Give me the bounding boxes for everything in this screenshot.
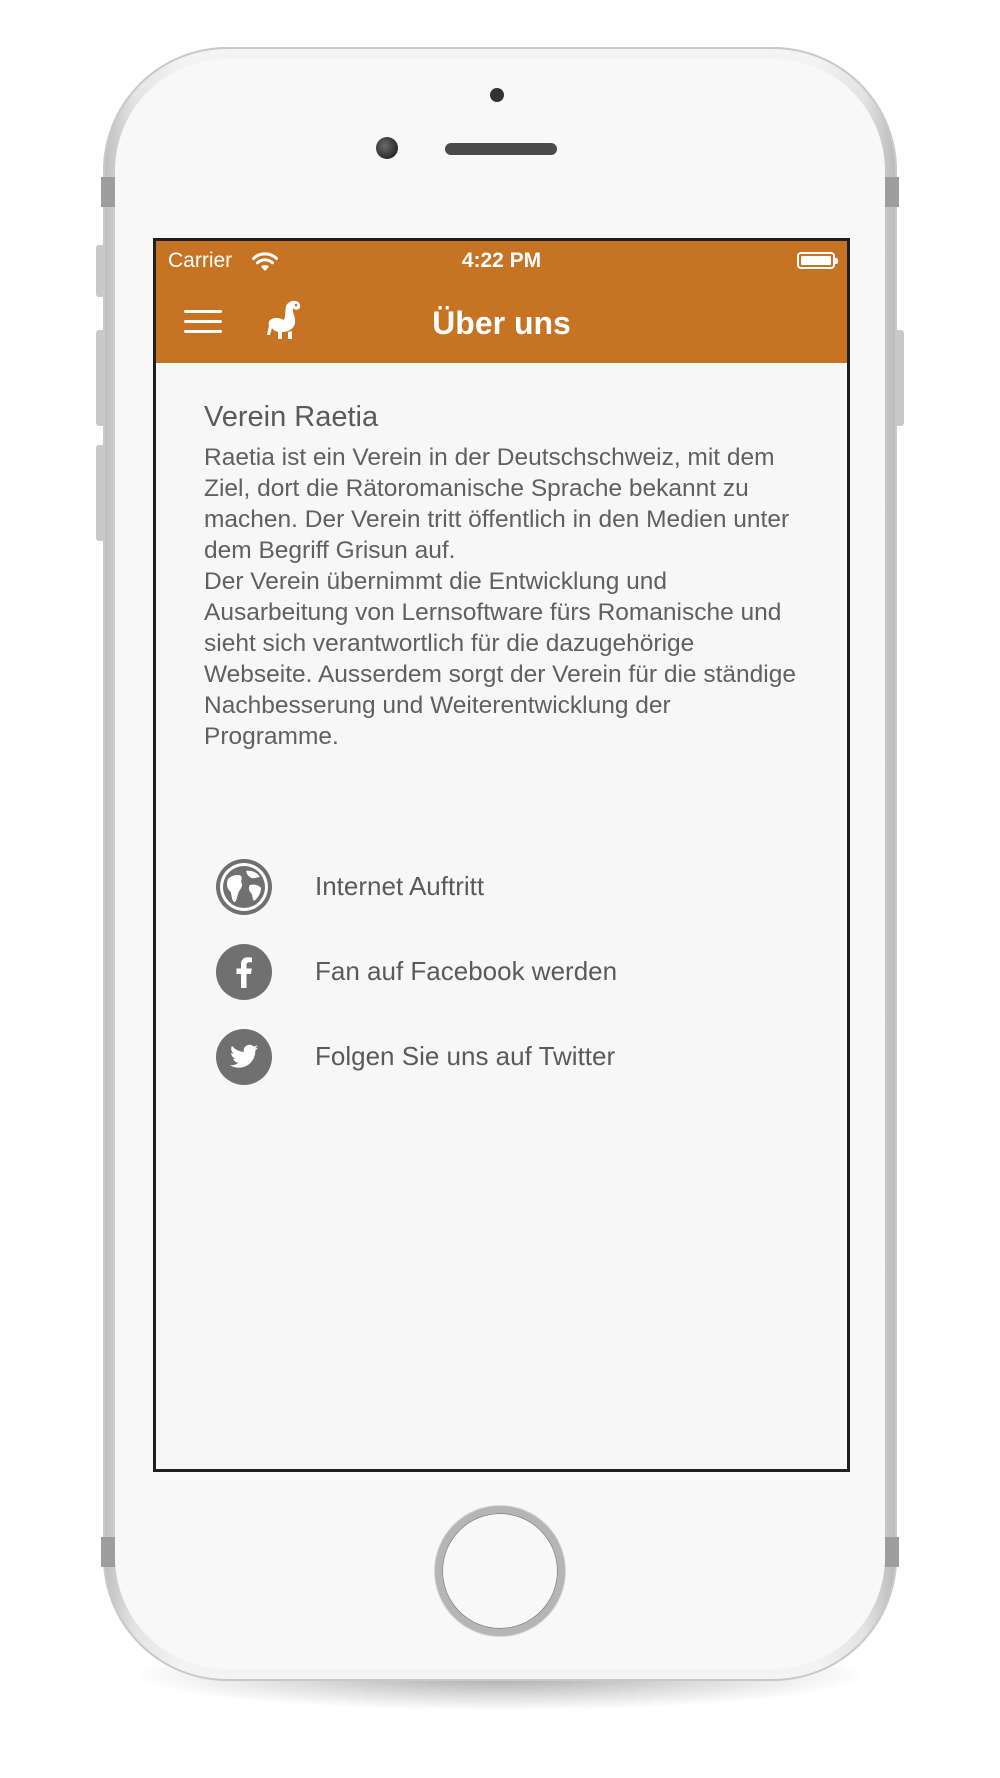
link-twitter[interactable] [216, 1029, 816, 1114]
globe-icon [216, 859, 272, 915]
front-camera [490, 88, 504, 102]
earpiece-speaker [445, 143, 557, 155]
carrier-label: Carrier [168, 249, 233, 272]
antenna-band [885, 177, 899, 207]
page-title: Über uns [432, 305, 571, 341]
about-section [204, 401, 804, 752]
home-button[interactable] [435, 1506, 565, 1636]
link-label: Internet Auftritt [315, 871, 485, 901]
app-screen [153, 238, 850, 1472]
antenna-band [101, 1537, 115, 1567]
about-paragraph: Der Verein übernimmt die Entwicklung und Ausarbeitung von Lernsoftware fürs Romanische und sieht sich verantwortlich für die dazugehörige Webseite. Ausserdem sorgt der Verein für die ständige Nachbesserung und Weiterentwicklung der Programme. [204, 568, 796, 750]
antenna-band [101, 177, 115, 207]
nav-bar [156, 281, 847, 363]
link-facebook[interactable] [216, 944, 816, 1029]
facebook-icon [216, 944, 272, 1000]
proximity-sensor [376, 137, 398, 159]
battery-icon [797, 252, 835, 269]
link-label: Folgen Sie uns auf Twitter [315, 1041, 616, 1071]
link-list [216, 859, 816, 1114]
about-heading: Verein Raetia [204, 401, 379, 433]
link-label: Fan auf Facebook werden [315, 956, 618, 986]
twitter-icon [216, 1029, 272, 1085]
antenna-band [885, 1537, 899, 1567]
about-paragraph: Raetia ist ein Verein in der Deutschschweiz, mit dem Ziel, dort die Rätoromanische Sprache bekannt zu machen. Der Verein tritt öffentlich in den Medien unter dem Begriff Grisun auf. [204, 444, 790, 564]
status-bar [156, 241, 847, 281]
link-website[interactable] [216, 859, 816, 944]
clock: 4:22 PM [461, 249, 542, 272]
